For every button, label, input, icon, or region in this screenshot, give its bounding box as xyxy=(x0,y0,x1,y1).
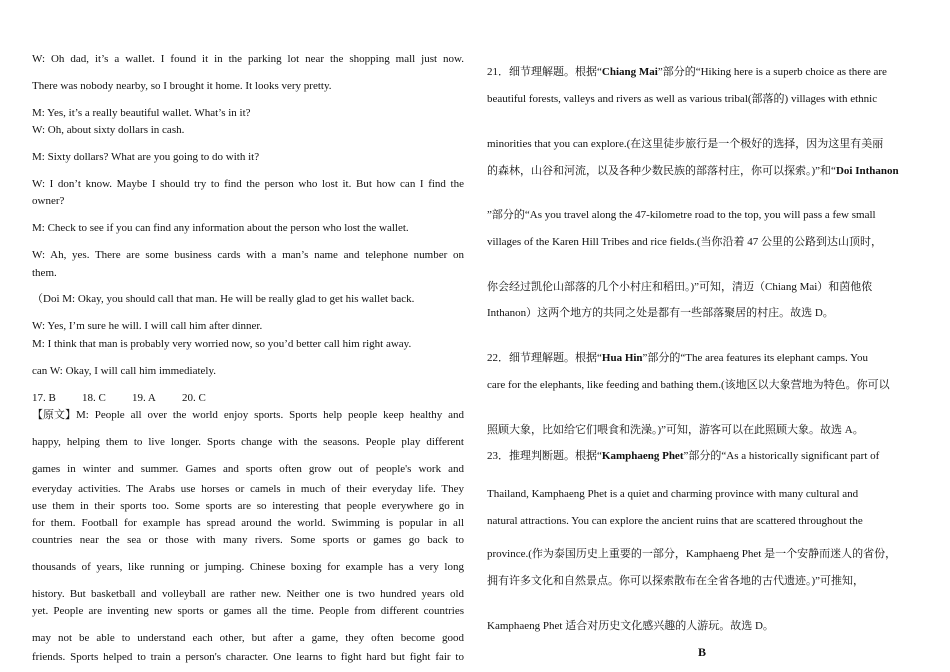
transcript-first-line xyxy=(32,408,464,422)
q23-line: province.(作为泰国历史上重要的一部分，Kamphaeng Phet 是一个安静而迷人的省份， xyxy=(487,548,897,560)
passage-line: may not be able to understand each other, but after a game, they often become good xyxy=(32,632,464,644)
q23-line: Thailand, Kamphaeng Phet is a quiet and charming province with many cultural and xyxy=(487,488,859,500)
q23-line: 23．推理判断题。根据“Kamphaeng Phet”部分的“As a historically significant part of xyxy=(487,450,880,462)
dialogue-line: W: Oh dad, it’s a wallet. I found it in the parking lot near the shopping mall just now. xyxy=(32,53,464,65)
dialogue-line: M: I think that man is probably very worried now, so you’d better call him right away. xyxy=(32,338,412,350)
passage-line: M: People all over the world enjoy sports. Sports help people keep healthy and xyxy=(76,409,464,421)
passage-line: history. But basketball and volleyball are rather new. Neither one is two hundred years old xyxy=(32,588,464,600)
passage-line: yet. People are inventing new sports or games all the time. People from different countries xyxy=(32,605,464,617)
dialogue-line: There was nobody nearby, so I brought it home. It looks very pretty. xyxy=(32,80,332,92)
passage-line: games in winter and summer. Games and sports often grow out of people's work and xyxy=(32,463,464,475)
dialogue-line: owner? xyxy=(32,195,65,207)
dialogue-line: W: Yes, I’m sure he will. I will call him after dinner. xyxy=(32,320,263,332)
q21-line: 21．细节理解题。根据“Chiang Mai”部分的“Hiking here is a superb choice as there are xyxy=(487,66,887,78)
q22-line: 22．细节理解题。根据“Hua Hin”部分的“The area features its elephant camps. You xyxy=(487,352,868,364)
q23-line: natural attractions. You can explore the ancient ruins that are scattered throughout the xyxy=(487,515,863,527)
dialogue-line: them. xyxy=(32,267,57,279)
q23-line: Kamphaeng Phet 适合对历史文化感兴趣的人游玩。故选 D。 xyxy=(487,620,774,632)
q22-line: care for the elephants, like feeding and bathing them.(该地区以大象营地为特色。你可以 xyxy=(487,379,890,391)
answer-19: 19. A xyxy=(132,392,156,404)
q21-line: 你会经过凯伦山部落的几个小村庄和稻田。)”可知，清迈（Chiang Mai）和茵他侬 xyxy=(487,281,873,293)
passage-line: countries near the sea or those with many rivers. Some sports or games go back to xyxy=(32,534,464,546)
dialogue-line: can W: Okay, I will call him immediately. xyxy=(32,365,216,377)
dialogue-line: M: Sixty dollars? What are you going to do with it? xyxy=(32,151,260,163)
q21-line: minorities that you can explore.(在这里徒步旅行是一个极好的选择，因为这里有美丽 xyxy=(487,138,884,150)
yuanwen-tag: 【原文】 xyxy=(32,409,76,421)
dialogue-line: W: Oh, about sixty dollars in cash. xyxy=(32,124,185,136)
dialogue-line: W: Ah, yes. There are some business cards with a man’s name and telephone number on xyxy=(32,249,464,261)
q21-line: 的森林，山谷和河流，以及各种少数民族的部落村庄，你可以探索。)”和“Doi Inthanon xyxy=(487,165,899,177)
dialogue-line: M: Check to see if you can find any information about the person who lost the wallet. xyxy=(32,222,409,234)
answer-20: 20. C xyxy=(182,392,206,404)
dialogue-line: M: Yes, it’s a really beautiful wallet. What’s in it? xyxy=(32,107,251,119)
answer-17: 17. B xyxy=(32,392,56,404)
q21-line: ”部分的“As you travel along the 47-kilometre road to the top, you will pass a few small xyxy=(487,209,876,221)
passage-line: use them in their sports too. Some sports are so interesting that people everywhere go in xyxy=(32,500,464,512)
dialogue-line: W: I don’t know. Maybe I should try to find the person who lost it. But how can I find the xyxy=(32,178,464,190)
answer-18: 18. C xyxy=(82,392,106,404)
passage-line: everyday activities. The Arabs use horses or camels in much of their everyday life. They xyxy=(32,483,464,495)
q22-line: 照顾大象，比如给它们喂食和洗澡。)”可知，游客可以在此照顾大象。故选 A。 xyxy=(487,424,864,436)
passage-line: for them. Football for example has spread around the world. Swimming is popular in all xyxy=(32,517,464,529)
passage-line: friends. Sports helped to train a person's character. One learns to fight hard but fight fair to xyxy=(32,651,464,663)
section-letter: B xyxy=(698,645,707,659)
dialogue-line: （Doi M: Okay, you should call that man. He will be really glad to get his wallet back. xyxy=(32,293,415,305)
passage-line: thousands of years, like running or jumping. Chinese boxing for example has a very long xyxy=(32,561,464,573)
q21-line: villages of the Karen Hill Tribes and rice fields.(当你沿着 47 公里的公路到达山顶时， xyxy=(487,236,883,248)
answer-key xyxy=(32,391,464,405)
q21-line: beautiful forests, valleys and rivers as well as various tribal(部落的) villages with ethnic xyxy=(487,93,878,105)
q21-line: Inthanon）这两个地方的共同之处是都有一些部落聚居的村庄。故选 D。 xyxy=(487,307,834,319)
q23-line: 拥有许多文化和自然景点。你可以探索散布在全省各地的古代遗迹。)”可推知， xyxy=(487,575,865,587)
passage-line: happy, helping them to live longer. Sports change with the seasons. People play different xyxy=(32,436,464,448)
